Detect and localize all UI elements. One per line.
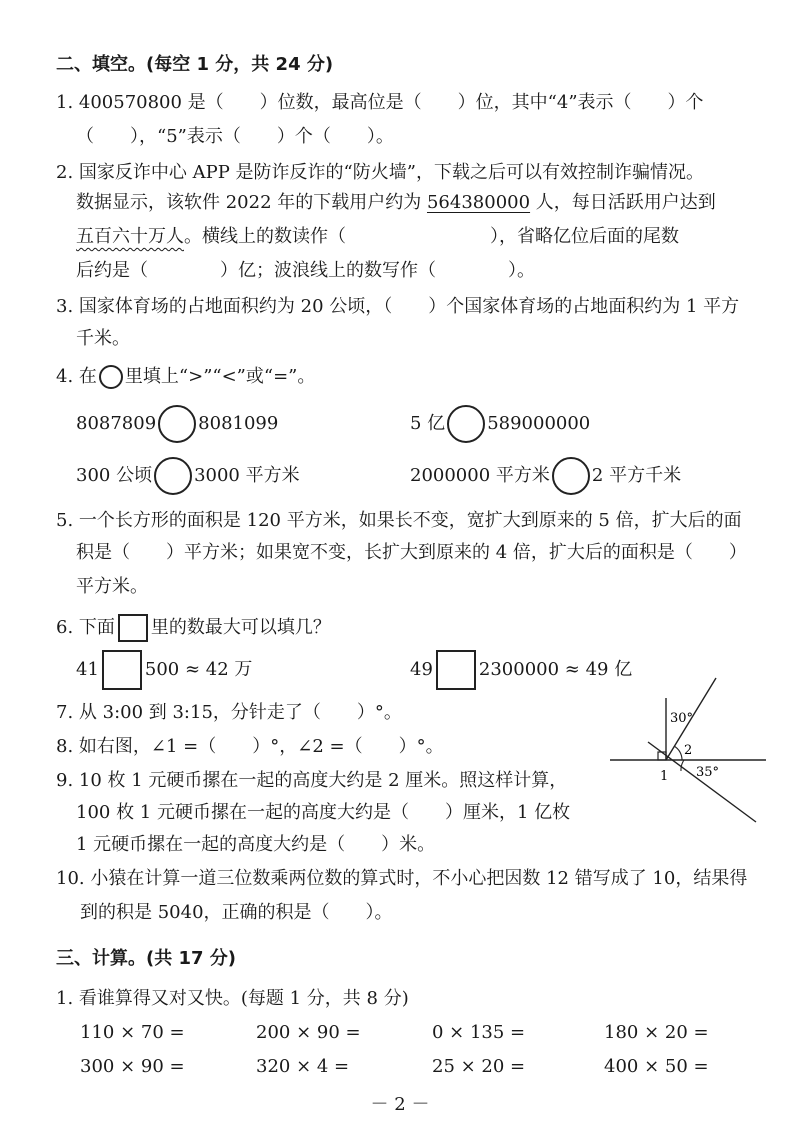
q6-post: 里的数最大可以填几？ <box>150 617 331 638</box>
q6-pre: 6. 下面 <box>56 617 115 638</box>
q2-line2-pre: 数据显示，该软件 2022 年的下载用户约为 <box>76 192 427 213</box>
q2-underlined-number: 564380000 <box>426 192 531 213</box>
q4-item-3 <box>76 456 300 496</box>
section-2-title: 二、填空。(每空 1 分，共 24 分) <box>56 54 334 75</box>
q4-pre: 4. 在 <box>56 366 97 387</box>
label-angle-2: 2 <box>684 743 693 758</box>
compare-circle-2[interactable] <box>447 405 485 443</box>
compare-circle-1[interactable] <box>158 405 196 443</box>
q6-item-1-left: 41 <box>76 659 99 680</box>
q1-line2: （ ），“5”表示（ ）个（ ）。 <box>76 126 394 147</box>
angle-diagram <box>608 676 768 826</box>
q9-line3: 1 元硬币摞在一起的高度大约是（ ）米。 <box>76 834 436 855</box>
q5-line1: 5. 一个长方形的面积是 120 平方米，如果长不变，宽扩大到原来的 5 倍，扩大后的面 <box>56 510 742 531</box>
fill-box-1[interactable] <box>102 650 142 690</box>
label-35-deg: 35° <box>696 765 720 780</box>
q3-line2: 千米。 <box>76 328 130 349</box>
calc-7: 25 × 20 = <box>432 1056 526 1077</box>
angle-figure <box>608 676 768 831</box>
angle-2-arc <box>674 746 682 760</box>
compare-circle-4[interactable] <box>552 457 590 495</box>
calc-6: 320 × 4 = <box>256 1056 350 1077</box>
page-number: － 2 － <box>370 1094 430 1115</box>
q6-item-1-right: 500 ≈ 42 万 <box>144 659 253 680</box>
q4-post: 里填上“>”“<”或“=”。 <box>124 366 316 387</box>
q2-line2-post: 人，每日活跃用户达到 <box>530 192 716 213</box>
q6-item-2-right: 2300000 ≈ 49 亿 <box>478 659 633 680</box>
q7-line: 7. 从 3:00 到 3:15，分针走了（ ）°。 <box>56 702 402 723</box>
q4-item-4 <box>410 456 681 496</box>
q5-line3: 平方米。 <box>76 576 148 597</box>
q2-line4: 后约是（ ）亿；波浪线上的数写作（ ）。 <box>76 260 535 281</box>
q5-line2: 积是（ ）平方米；如果宽不变，长扩大到原来的 4 倍，扩大后的面积是（ ） <box>76 542 747 563</box>
q9-line2: 100 枚 1 元硬币摞在一起的高度大约是（ ）厘米，1 亿枚 <box>76 802 571 823</box>
label-30-deg: 30° <box>670 711 694 726</box>
q2-line3-post: 。横线上的数读作（ ），省略亿位后面的尾数 <box>184 226 679 247</box>
calc-5: 300 × 90 = <box>80 1056 185 1077</box>
q4-item-1-left: 8087809 <box>76 413 157 434</box>
q4-prompt <box>56 364 315 390</box>
q4-item-1 <box>76 404 278 444</box>
q4-item-2-left: 5 亿 <box>410 413 446 434</box>
calc-2: 200 × 90 = <box>256 1022 361 1043</box>
q4-item-3-right: 3000 平方米 <box>194 465 300 486</box>
q10-line2: 到的积是 5040，正确的积是（ ）。 <box>80 902 393 923</box>
q2-wavy-text: 五百六十万人 <box>76 226 184 247</box>
calc-8: 400 × 50 = <box>604 1056 709 1077</box>
q4-item-4-right: 2 平方千米 <box>591 465 682 486</box>
calc-1: 110 × 70 = <box>80 1022 185 1043</box>
q2-line1: 2. 国家反诈中心 APP 是防诈反诈的“防火墙”，下载之后可以有效控制诈骗情况。 <box>56 162 704 183</box>
q8-line: 8. 如右图，∠1 =（ ）°，∠2 =（ ）°。 <box>56 736 444 757</box>
compare-circle-3[interactable] <box>154 457 192 495</box>
answer-circle-icon <box>99 365 123 389</box>
calc-3: 0 × 135 = <box>432 1022 526 1043</box>
q10-line1: 10. 小猿在计算一道三位数乘两位数的算式时，不小心把因数 12 错写成了 10，结果得 <box>56 868 748 889</box>
q4-item-3-left: 300 公顷 <box>76 465 153 486</box>
q4-item-4-left: 2000000 平方米 <box>410 465 550 486</box>
answer-box-icon <box>118 614 148 642</box>
label-angle-1: 1 <box>660 769 669 784</box>
section-3-q1-title: 1. 看谁算得又对又快。(每题 1 分，共 8 分) <box>56 988 409 1009</box>
q6-prompt <box>56 614 331 642</box>
section-3-title: 三、计算。(共 17 分) <box>56 948 237 969</box>
q4-item-2-right: 589000000 <box>487 413 591 434</box>
q2-line3 <box>76 224 679 250</box>
q6-item-2 <box>410 650 632 690</box>
q4-item-2 <box>410 404 590 444</box>
q2-line2 <box>76 190 716 216</box>
q9-line1: 9. 10 枚 1 元硬币摞在一起的高度大约是 2 厘米。照这样计算， <box>56 770 568 791</box>
q6-item-2-left: 49 <box>410 659 433 680</box>
q4-item-1-right: 8081099 <box>198 413 279 434</box>
calc-4: 180 × 20 = <box>604 1022 709 1043</box>
q6-item-1 <box>76 650 252 690</box>
q3-line1: 3. 国家体育场的占地面积约为 20 公顷，（ ）个国家体育场的占地面积约为 1 平方 <box>56 296 740 317</box>
fill-box-2[interactable] <box>436 650 476 690</box>
q1-line1: 1. 400570800 是（ ）位数，最高位是（ ）位，其中“4”表示（ ）个 <box>56 92 704 113</box>
angle-35-arc <box>681 760 684 771</box>
